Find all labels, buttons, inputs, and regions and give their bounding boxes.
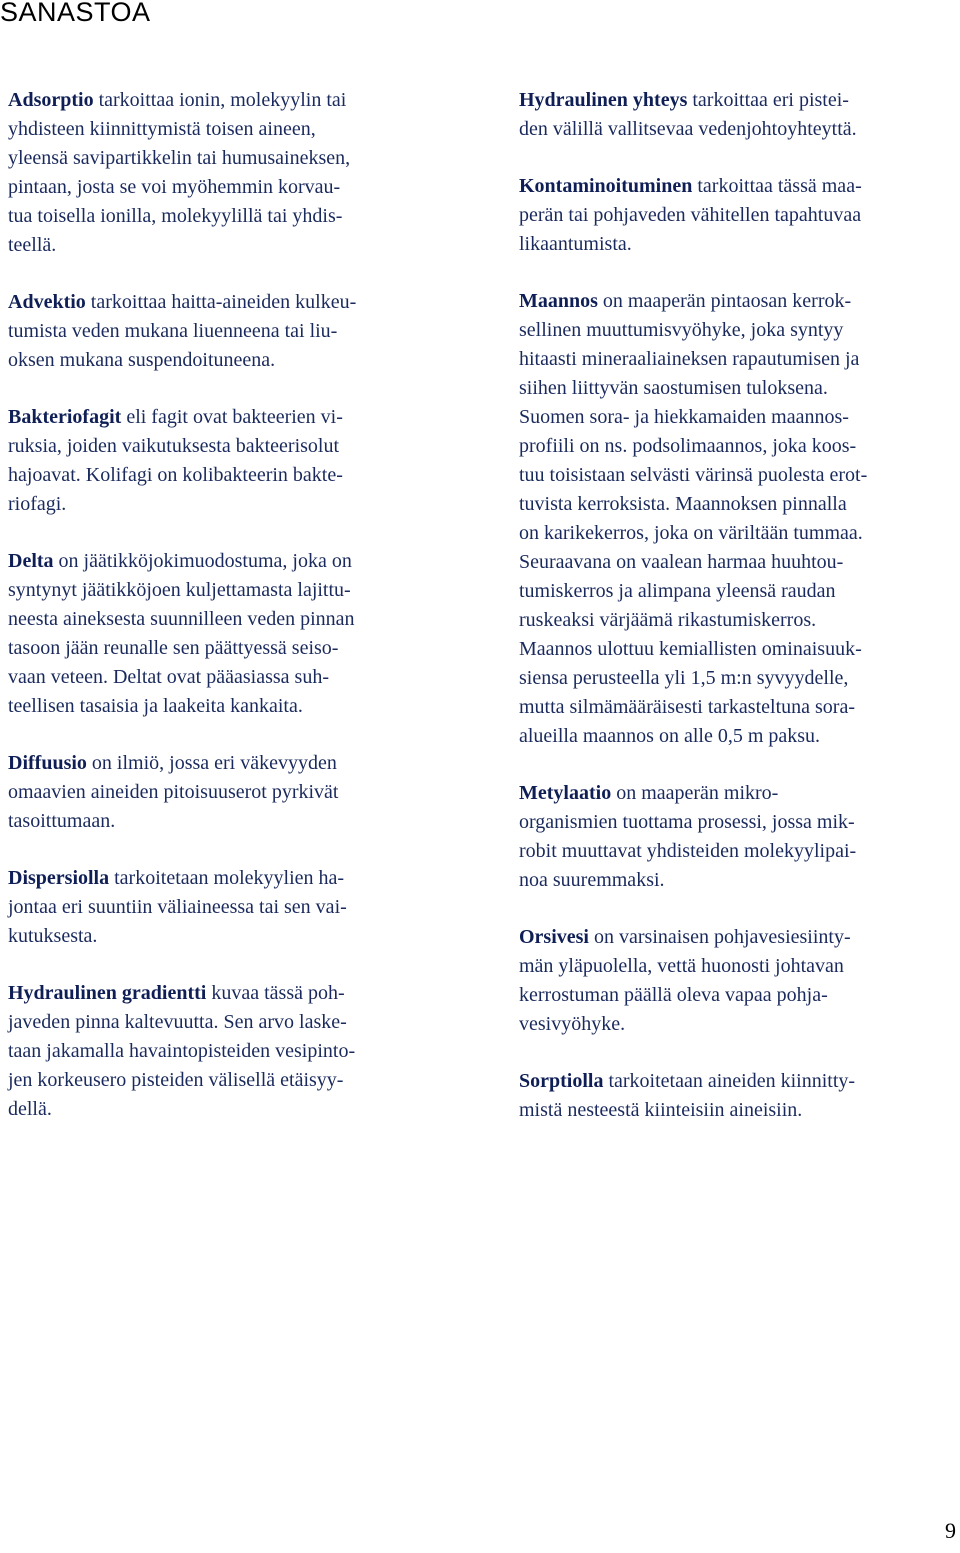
entry-line: ruskeaksi värjäämä rikastumiskerros. (519, 609, 817, 631)
entry-line: tumiskerros ja alimpana yleensä raudan (519, 580, 836, 602)
glossary-term: Orsivesi (519, 926, 589, 948)
glossary-entry (8, 86, 463, 260)
entry-line: noa suuremmaksi. (519, 869, 665, 891)
glossary-entry (519, 86, 951, 144)
entry-line: robit muuttavat yhdisteiden molekyylipai- (519, 840, 857, 862)
glossary-entry (519, 923, 951, 1039)
definition-text: tarkoittaa tässä maa- (692, 175, 862, 197)
entry-line: dellä. (8, 1098, 52, 1120)
entry-line: Suomen sora- ja hiekkamaiden maannos- (519, 406, 849, 428)
glossary-left-column (8, 86, 463, 1152)
glossary-term: Diffuusio (8, 752, 87, 774)
entry-line: organismien tuottama prosessi, jossa mik- (519, 811, 855, 833)
entry-line: perän tai pohjaveden vähitellen tapahtuvaa (519, 204, 862, 226)
entry-line: tasoon jään reunalle sen päättyessä seiso- (8, 637, 339, 659)
entry-line (519, 172, 951, 201)
entry-line: hajoavat. Kolifagi on kolibakteerin bakte- (8, 464, 343, 486)
glossary-right-column (519, 86, 951, 1153)
definition-text: tarkoitetaan molekyylien ha- (109, 867, 345, 889)
entry-line: oksen mukana suspendoituneena. (8, 349, 276, 371)
entry-line: tumista veden mukana liuenneena tai liu- (8, 320, 338, 342)
entry-line: jen korkeusero pisteiden välisellä etäisyy- (8, 1069, 344, 1091)
entry-line: tasoittumaan. (8, 810, 116, 832)
definition-text: on maaperän mikro- (611, 782, 779, 804)
entry-line: mutta silmämääräisesti tarkasteltuna sora- (519, 696, 855, 718)
entry-line (519, 923, 951, 952)
entry-line (8, 288, 463, 317)
glossary-term: Dispersiolla (8, 867, 110, 889)
entry-line: syntynyt jäätikköjoen kuljettamasta lajittu- (8, 579, 351, 601)
entry-line: hitaasti mineraaliaineksen rapautumisen ja (519, 348, 860, 370)
glossary-entry (8, 864, 463, 951)
entry-line: riofagi. (8, 493, 67, 515)
glossary-term: Maannos (519, 290, 598, 312)
entry-line: profiili on ns. podsolimaannos, joka koos- (519, 435, 857, 457)
entry-line: teellisen tasaisia ja laakeita kankaita. (8, 695, 303, 717)
entry-line: pintaan, josta se voi myöhemmin korvau- (8, 176, 341, 198)
entry-line (519, 779, 951, 808)
entry-line: Maannos ulottuu kemiallisten ominaisuuk- (519, 638, 862, 660)
entry-line: ruksia, joiden vaikutuksesta bakteerisolut (8, 435, 340, 457)
entry-line: yhdisteen kiinnittymistä toisen aineen, (8, 118, 316, 140)
entry-line: den välillä vallitsevaa vedenjohtoyhteyttä. (519, 118, 857, 140)
entry-line: tuvista kerroksista. Maannoksen pinnalla (519, 493, 847, 515)
entry-line: jontaa eri suuntiin väliaineessa tai sen vai- (8, 896, 347, 918)
entry-line: sellinen muuttumisvyöhyke, joka syntyy (519, 319, 844, 341)
glossary-entry (8, 403, 463, 519)
glossary-entry (519, 1067, 951, 1125)
definition-text: tarkoittaa haitta-aineiden kulkeu- (85, 291, 357, 313)
entry-line (8, 86, 463, 115)
glossary-entry (519, 287, 951, 751)
glossary-term: Hydraulinen gradientti (8, 982, 207, 1004)
definition-text: tarkoittaa eri pistei- (687, 89, 849, 111)
glossary-term: Hydraulinen yhteys (519, 89, 688, 111)
entry-line: tua toisella ionilla, molekyylillä tai yhdis- (8, 205, 343, 227)
glossary-term: Delta (8, 550, 54, 572)
entry-line: alueilla maannos on alle 0,5 m paksu. (519, 725, 821, 747)
entry-line (8, 979, 463, 1008)
glossary-entry (8, 547, 463, 721)
entry-line (8, 547, 463, 576)
glossary-entry (8, 979, 463, 1124)
entry-line (8, 749, 463, 778)
glossary-term: Bakteriofagit (8, 406, 122, 428)
glossary-entry (519, 779, 951, 895)
entry-line (519, 86, 951, 115)
entry-line: taan jakamalla havaintopisteiden vesipinto- (8, 1040, 356, 1062)
entry-line: kerrostuman päällä oleva vapaa pohja- (519, 984, 828, 1006)
entry-line: siihen liittyvän saostumisen tuloksena. (519, 377, 828, 399)
glossary-entry (8, 288, 463, 375)
entry-line: mistä nesteestä kiinteisiin aineisiin. (519, 1099, 803, 1121)
definition-text: tarkoitetaan aineiden kiinnitty- (603, 1070, 856, 1092)
definition-text: on jäätikköjokimuodostuma, joka on (53, 550, 352, 572)
entry-line: neesta aineksesta suunnilleen veden pinnan (8, 608, 355, 630)
entry-line: vesivyöhyke. (519, 1013, 626, 1035)
entry-line: vaan veteen. Deltat ovat pääasiassa suh- (8, 666, 329, 688)
glossary-term: Sorptiolla (519, 1070, 604, 1092)
entry-line: on karikekerros, joka on väriltään tummaa. (519, 522, 863, 544)
entry-line (519, 287, 951, 316)
entry-line: kutuksesta. (8, 925, 98, 947)
entry-line: yleensä savipartikkelin tai humusaineksen, (8, 147, 351, 169)
glossary-term: Advektio (8, 291, 86, 313)
entry-line: Seuraavana on vaalean harmaa huuhtou- (519, 551, 844, 573)
glossary-entry (519, 172, 951, 259)
entry-line (519, 1067, 951, 1096)
glossary-term: Adsorptio (8, 89, 94, 111)
glossary-entry (8, 749, 463, 836)
glossary-term: Metylaatio (519, 782, 612, 804)
entry-line (8, 403, 463, 432)
definition-text: kuvaa tässä poh- (206, 982, 345, 1004)
definition-text: eli fagit ovat bakteerien vi- (121, 406, 343, 428)
page-title: SANASTOA (0, 0, 151, 27)
entry-line: omaavien aineiden pitoisuuserot pyrkivät (8, 781, 339, 803)
entry-line: teellä. (8, 234, 57, 256)
definition-text: on ilmiö, jossa eri väkevyyden (86, 752, 337, 774)
entry-line (8, 864, 463, 893)
definition-text: tarkoittaa ionin, molekyylin tai (93, 89, 347, 111)
page-number: 9 (945, 1518, 956, 1543)
glossary-term: Kontaminoituminen (519, 175, 693, 197)
entry-line: javeden pinna kaltevuutta. Sen arvo laske- (8, 1011, 347, 1033)
entry-line: tuu toisistaan selvästi värinsä puolesta erot- (519, 464, 868, 486)
entry-line: män yläpuolella, vettä huonosti johtavan (519, 955, 844, 977)
definition-text: on maaperän pintaosan kerrok- (597, 290, 852, 312)
entry-line: likaantumista. (519, 233, 632, 255)
definition-text: on varsinaisen pohjavesiesiinty- (589, 926, 851, 948)
entry-line: siensa perusteella yli 1,5 m:n syvyydelle, (519, 667, 849, 689)
